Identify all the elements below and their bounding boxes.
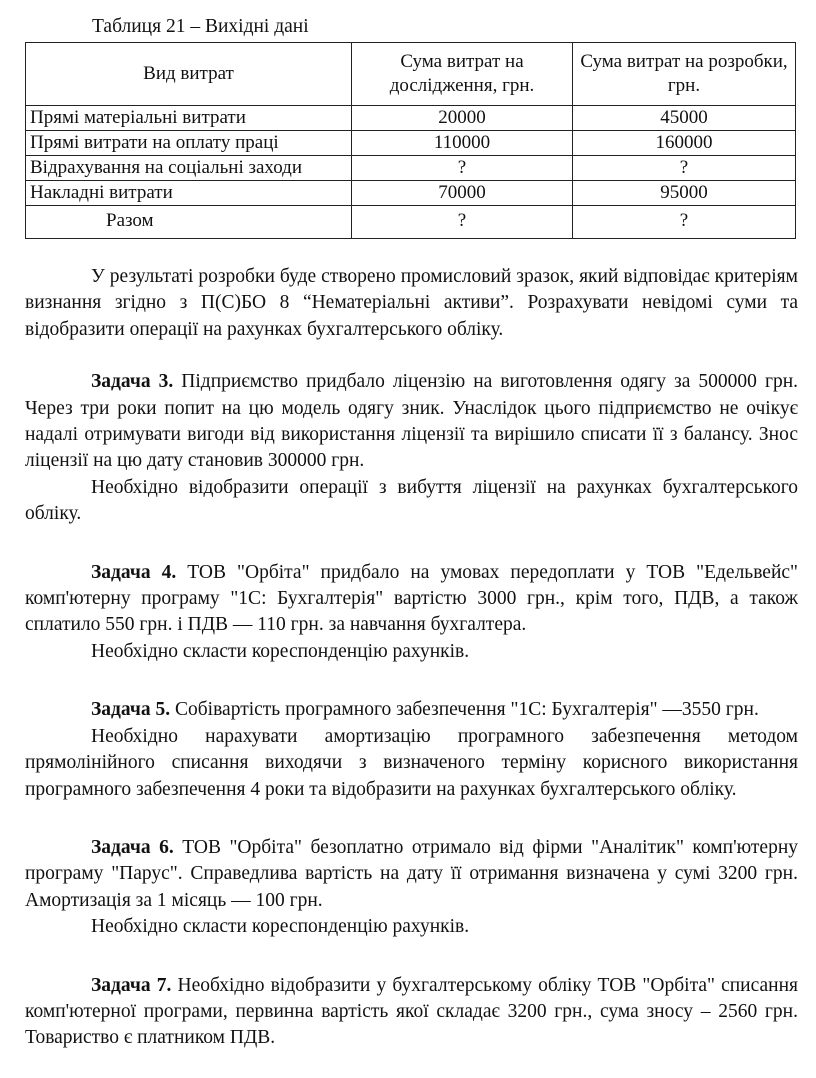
task-4-paragraph <box>25 560 798 639</box>
task-5-text: Собівартість програмного забезпечення "1С: Бухгалтерія" —3550 грн. <box>170 699 759 721</box>
cell-cost-type: Накладні витрати <box>26 181 352 206</box>
cell-research: ? <box>352 156 573 181</box>
table-header-row <box>26 43 796 106</box>
cell-research: 20000 <box>352 106 573 131</box>
task-3-instruction: Необхідно відобразити операції з вибуття ліцензії на рахунках бухгалтерського обліку. <box>25 476 798 525</box>
table-total-row <box>26 206 796 239</box>
task-6-text: ТОВ "Орбіта" безоплатно отримало від фірми "Аналітик" комп'ютерну програму "Парус". Справедлива вартість на дату її отримання визначена у сумі 3200 грн. Амортизація за 1 місяць — 100 грн. <box>25 836 799 911</box>
table-row <box>26 181 796 206</box>
task-7-paragraph <box>25 973 798 1052</box>
task-4-instruction: Необхідно скласти кореспонденцію рахунків. <box>91 640 470 662</box>
task-6-label: Задача 6. <box>91 836 174 858</box>
document-page <box>25 14 798 1052</box>
cell-cost-type: Прямі матеріальні витрати <box>26 106 352 131</box>
cell-development: 95000 <box>573 181 796 206</box>
cell-development: 45000 <box>573 106 796 131</box>
cell-cost-type: Прямі витрати на оплату праці <box>26 131 352 156</box>
header-development-cost: Сума витрат на розробки, грн. <box>573 43 796 106</box>
task-5-instruction: Необхідно нарахувати амортизацію програмного забезпечення методом прямолінійного списання виходячи з визначеного терміну корисного використання програмного забезпечення 4 роки та відобразити на рахунках бухгалтерського обліку. <box>25 725 798 800</box>
table-caption: Таблиця 21 – Вихідні дані <box>92 16 309 37</box>
task-7-label: Задача 7. <box>91 974 172 996</box>
cell-research: 70000 <box>352 181 573 206</box>
cell-development: ? <box>573 156 796 181</box>
task-3-label: Задача 3. <box>91 371 174 393</box>
task-3-text: Підприємство придбало ліцензію на виготовлення одягу за 500000 грн. Через три роки попит на цю модель одягу зник. Унаслідок цього підприємство не очікує надалі отримувати вигоди від використання ліцензії та вирішило списати її з балансу. Знос ліцензії на цю дату становив 300000 грн. <box>25 371 799 472</box>
intro-paragraph: У результаті розробки буде створено промисловий зразок, який відповідає критеріям визнання згідно з П(С)БО 8 “Нематеріальні активи”. Розрахувати невідомі суми та відобразити операції на рахунках бухгалтерського обліку. <box>25 266 798 340</box>
cell-development: 160000 <box>573 131 796 156</box>
table-row <box>26 131 796 156</box>
task-6-instruction: Необхідно скласти кореспонденцію рахунків. <box>91 916 470 938</box>
table-row <box>26 156 796 181</box>
task-4-label: Задача 4. <box>91 561 177 583</box>
cell-cost-type: Відрахування на соціальні заходи <box>26 156 352 181</box>
task-5-paragraph <box>25 697 798 723</box>
task-4-text: ТОВ "Орбіта" придбало на умовах передоплати у ТОВ "Едельвейс" комп'ютерну програму "1С: Бухгалтерія" вартістю 3000 грн., крім того, ПДВ, а також сплатило 550 грн. і ПДВ — 110 грн. за навчання бухгалтера. <box>25 561 798 636</box>
cell-total-development: ? <box>573 206 796 239</box>
header-research-cost: Сума витрат на дослідження, грн. <box>352 43 573 106</box>
cell-research: 110000 <box>352 131 573 156</box>
task-5-label: Задача 5. <box>91 699 171 721</box>
table-row <box>26 106 796 131</box>
task-7-text: Необхідно відобразити у бухгалтерському обліку ТОВ "Орбіта" списання комп'ютерної програми, первинна вартість якої складає 3200 грн., сума зносу – 2560 грн. Товариство є платником ПДВ. <box>25 974 798 1049</box>
cell-total-research: ? <box>352 206 573 239</box>
task-3-paragraph <box>25 369 798 475</box>
task-6-paragraph <box>25 835 798 914</box>
source-data-table <box>25 42 796 239</box>
cell-total-label: Разом <box>26 206 352 239</box>
header-cost-type: Вид витрат <box>26 43 352 106</box>
